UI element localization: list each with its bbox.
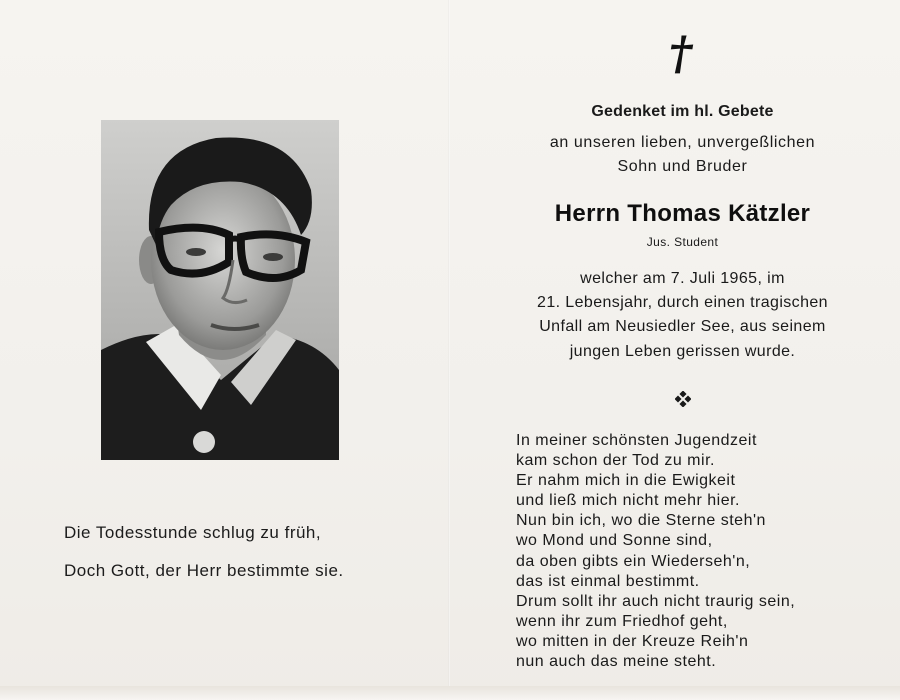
poem-line: wo Mond und Sonne sind, [516, 532, 713, 550]
intro-line-1: an unseren lieben, unvergeßlichen [549, 134, 816, 151]
poem-line: Drum sollt ihr auch nicht traurig sein, [516, 592, 796, 610]
poem-line: da oben gibts ein Wiederseh'n, [516, 552, 751, 570]
deceased-name: Herrn Thomas Kätzler [554, 200, 811, 227]
card-bottom-edge [0, 686, 900, 700]
poem-line: das ist einmal bestimmt. [516, 572, 700, 590]
description-line-4: jungen Leben gerissen wurde. [569, 343, 796, 360]
description-line-1: welcher am 7. Juli 1965, im [580, 270, 785, 287]
intro-line-2: Sohn und Bruder [617, 158, 748, 175]
deceased-title: Jus. Student [646, 235, 719, 249]
portrait-photo [101, 120, 339, 460]
memorial-poem [516, 431, 795, 672]
description-line-2: 21. Lebensjahr, durch einen tragischen [537, 294, 828, 311]
poem-line: und ließ mich nicht mehr hier. [516, 492, 740, 510]
poem-line: Er nahm mich in die Ewigkeit [516, 472, 736, 490]
poem-line: In meiner schönsten Jugendzeit [516, 432, 757, 449]
left-verse-line-2: Doch Gott, der Herr bestimmte sie. [64, 561, 344, 580]
diamond-ornament-icon [675, 391, 691, 407]
memorial-heading: Gedenket im hl. Gebete [591, 103, 774, 120]
description-line-3: Unfall am Neusiedler See, aus seinem [539, 318, 826, 335]
cross-icon: † [664, 26, 698, 80]
poem-line: nun auch das meine steht. [516, 653, 717, 671]
poem-line: wo mitten in der Kreuze Reih'n [516, 632, 749, 650]
poem-line: kam schon der Tod zu mir. [516, 452, 715, 470]
left-verse-line-1: Die Todesstunde schlug zu früh, [64, 523, 322, 542]
poem-line: Nun bin ich, wo die Sterne steh'n [516, 512, 766, 530]
poem-line: wenn ihr zum Friedhof geht, [516, 612, 728, 630]
